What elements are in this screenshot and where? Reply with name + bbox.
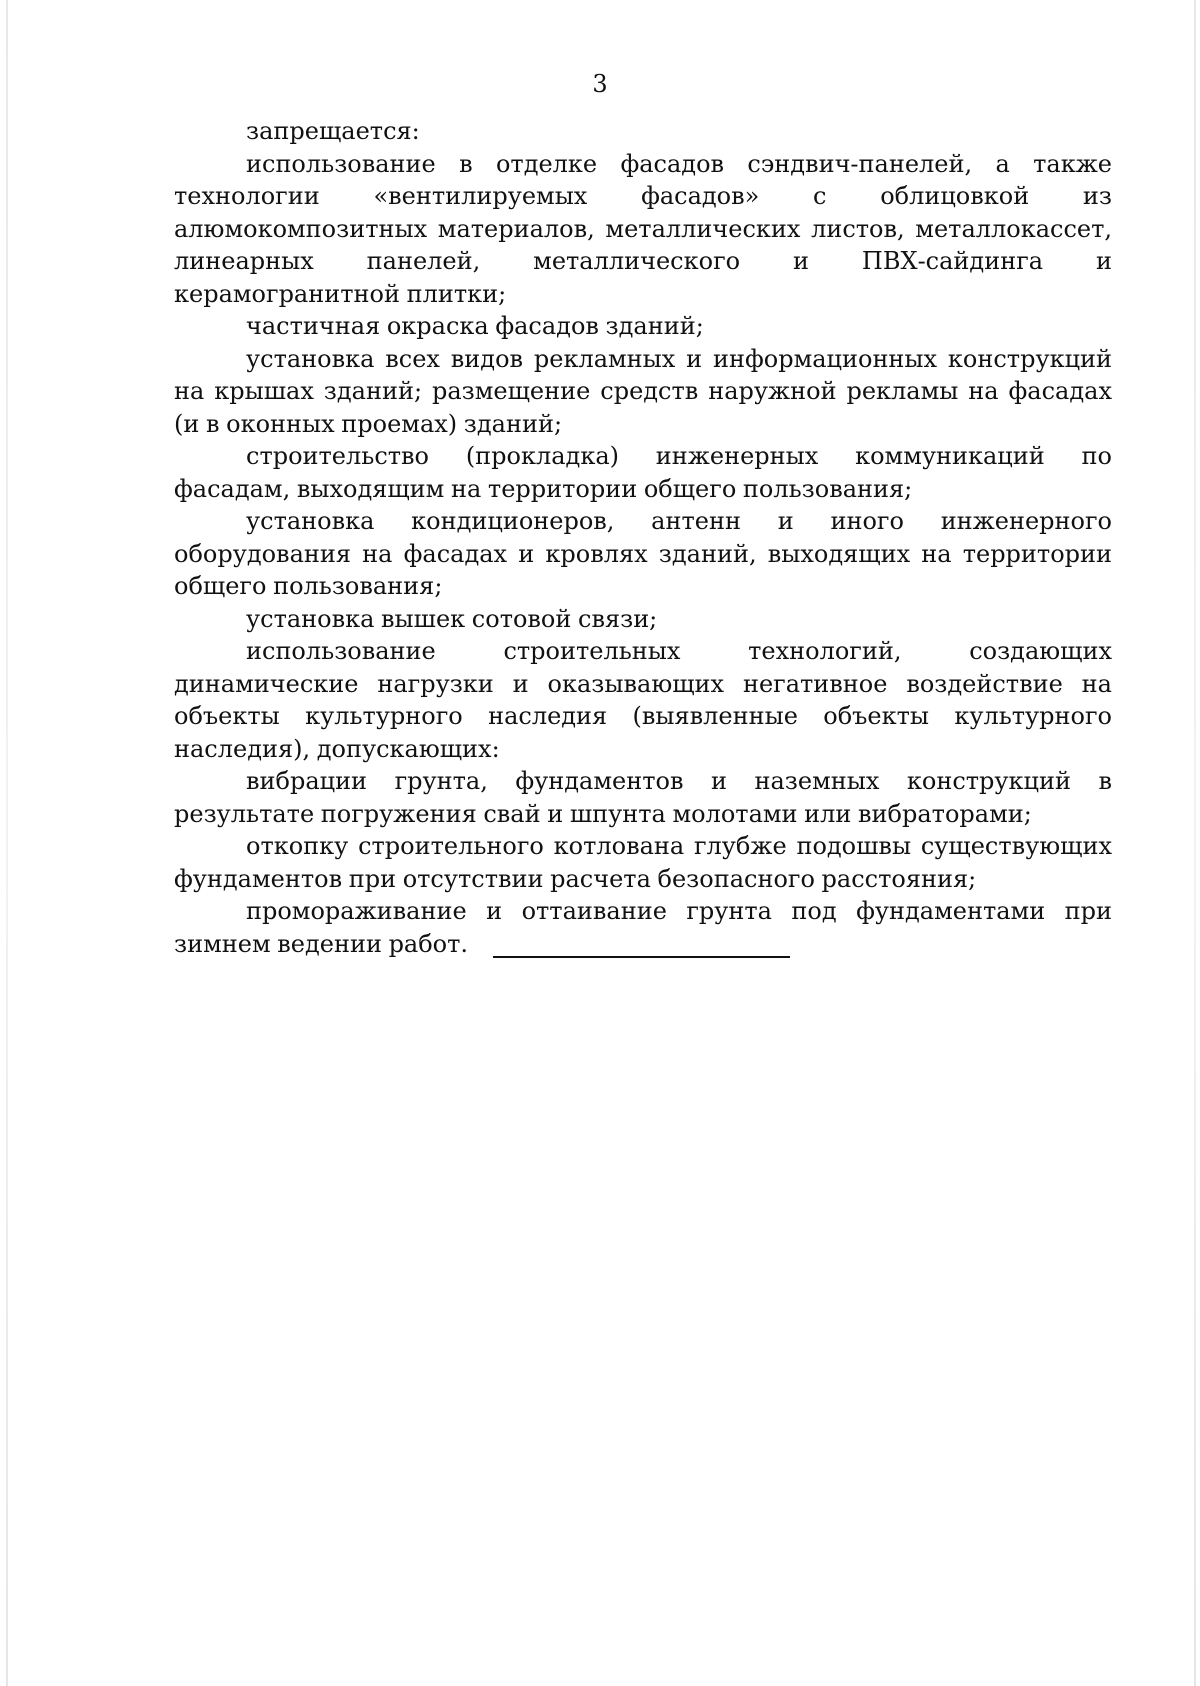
scan-edge-left — [6, 0, 8, 1686]
scan-edge-right — [1194, 0, 1196, 1686]
paragraph: промораживание и оттаивание грунта под фундаментами при зимнем ведении работ. — [174, 897, 1112, 958]
paragraph: откопку строительного котлована глубже подошвы существующих фундаментов при отсутствии расчета безопасного расстояния; — [174, 832, 1112, 893]
document-body — [174, 115, 1112, 960]
paragraph: запрещается: — [246, 117, 420, 145]
paragraph: вибрации грунта, фундаментов и наземных конструкций в результате погружения свай и шпунта молотами или вибраторами; — [174, 767, 1112, 828]
paragraph: установка кондиционеров, антенн и иного инженерного оборудования на фасадах и кровлях зданий, выходящих на территории общего пользования; — [174, 507, 1112, 600]
end-separator-line — [493, 956, 790, 958]
paragraph: установка всех видов рекламных и информационных конструкций на крышах зданий; размещение средств наружной рекламы на фасадах (и в оконных проемах) зданий; — [174, 344, 1112, 438]
paragraph: строительство (прокладка) инженерных коммуникаций по фасадам, выходящим на территории общего пользования; — [174, 442, 1112, 503]
paragraph: использование строительных технологий, создающих динамические нагрузки и оказывающих негативное воздействие на объекты культурного наследия (выявленные объекты культурного наследия), допускающих: — [174, 637, 1112, 763]
paragraph: установка вышек сотовой связи; — [246, 604, 658, 633]
paragraph: использование в отделке фасадов сэндвич-панелей, а также технологии «вентилируемых фасадов» с облицовкой из алюмокомпозитных материалов, металлических листов, металлокассет, линеарных панелей, металлического и ПВХ-сайдинга и керамогранитной плитки; — [174, 149, 1112, 308]
page-number: 3 — [592, 70, 608, 98]
paragraph: частичная окраска фасадов зданий; — [246, 312, 704, 340]
